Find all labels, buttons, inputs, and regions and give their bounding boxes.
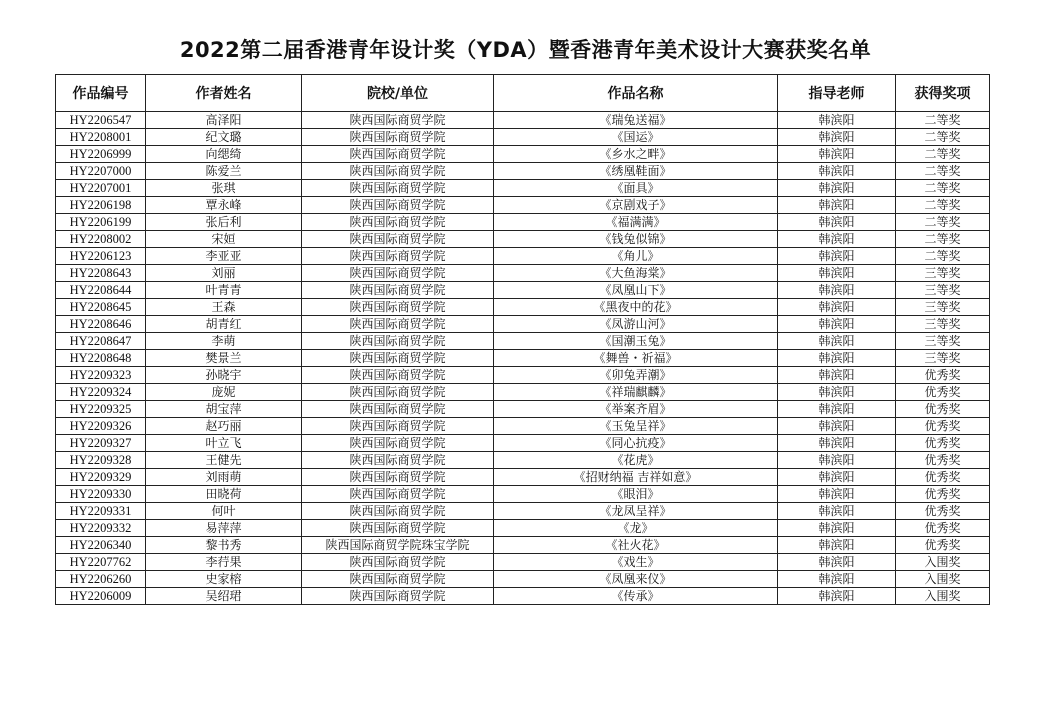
header-work-title: 作品名称 — [494, 75, 778, 112]
author-name-cell: 胡青红 — [146, 316, 302, 333]
advisor-cell: 韩滨阳 — [778, 350, 896, 367]
work-title-cell: 《凤游山河》 — [494, 316, 778, 333]
work-id-cell: HY2208002 — [56, 231, 146, 248]
work-id-cell: HY2206199 — [56, 214, 146, 231]
advisor-cell: 韩滨阳 — [778, 265, 896, 282]
work-title-cell: 《福满满》 — [494, 214, 778, 231]
work-title-cell: 《黑夜中的花》 — [494, 299, 778, 316]
table-row — [56, 129, 990, 146]
advisor-cell: 韩滨阳 — [778, 367, 896, 384]
work-title-cell: 《绣凰鞋面》 — [494, 163, 778, 180]
work-title-cell: 《龙》 — [494, 520, 778, 537]
author-name-cell: 孙晓宇 — [146, 367, 302, 384]
award-cell: 二等奖 — [896, 129, 990, 146]
table-row — [56, 282, 990, 299]
author-name-cell: 宋姮 — [146, 231, 302, 248]
work-id-cell: HY2209324 — [56, 384, 146, 401]
school-cell: 陕西国际商贸学院 — [302, 418, 494, 435]
author-name-cell: 高泽阳 — [146, 112, 302, 129]
award-cell: 三等奖 — [896, 333, 990, 350]
author-name-cell: 叶青青 — [146, 282, 302, 299]
author-name-cell: 李亚亚 — [146, 248, 302, 265]
advisor-cell: 韩滨阳 — [778, 469, 896, 486]
school-cell: 陕西国际商贸学院 — [302, 384, 494, 401]
school-cell: 陕西国际商贸学院 — [302, 180, 494, 197]
table-row — [56, 333, 990, 350]
award-cell: 二等奖 — [896, 180, 990, 197]
work-title-cell: 《国潮玉兔》 — [494, 333, 778, 350]
school-cell: 陕西国际商贸学院 — [302, 571, 494, 588]
school-cell: 陕西国际商贸学院 — [302, 333, 494, 350]
award-cell: 二等奖 — [896, 214, 990, 231]
award-cell: 三等奖 — [896, 299, 990, 316]
author-name-cell: 向缌绮 — [146, 146, 302, 163]
school-cell: 陕西国际商贸学院 — [302, 299, 494, 316]
author-name-cell: 史家榕 — [146, 571, 302, 588]
school-cell: 陕西国际商贸学院 — [302, 197, 494, 214]
award-cell: 优秀奖 — [896, 469, 990, 486]
work-id-cell: HY2208644 — [56, 282, 146, 299]
award-cell: 入围奖 — [896, 571, 990, 588]
advisor-cell: 韩滨阳 — [778, 197, 896, 214]
work-id-cell: HY2206340 — [56, 537, 146, 554]
award-cell: 入围奖 — [896, 588, 990, 605]
author-name-cell: 李萌 — [146, 333, 302, 350]
work-title-cell: 《传承》 — [494, 588, 778, 605]
work-title-cell: 《面具》 — [494, 180, 778, 197]
author-name-cell: 叶立飞 — [146, 435, 302, 452]
table-row — [56, 520, 990, 537]
table-row — [56, 588, 990, 605]
advisor-cell: 韩滨阳 — [778, 112, 896, 129]
author-name-cell: 覃永峰 — [146, 197, 302, 214]
award-cell: 优秀奖 — [896, 486, 990, 503]
advisor-cell: 韩滨阳 — [778, 503, 896, 520]
work-id-cell: HY2209329 — [56, 469, 146, 486]
work-title-cell: 《祥瑞麒麟》 — [494, 384, 778, 401]
advisor-cell: 韩滨阳 — [778, 282, 896, 299]
table-row — [56, 401, 990, 418]
work-id-cell: HY2207000 — [56, 163, 146, 180]
work-id-cell: HY2209326 — [56, 418, 146, 435]
school-cell: 陕西国际商贸学院 — [302, 316, 494, 333]
work-id-cell: HY2209328 — [56, 452, 146, 469]
awards-table — [55, 74, 990, 605]
author-name-cell: 刘丽 — [146, 265, 302, 282]
school-cell: 陕西国际商贸学院 — [302, 452, 494, 469]
award-cell: 二等奖 — [896, 197, 990, 214]
work-title-cell: 《戏生》 — [494, 554, 778, 571]
work-id-cell: HY2209332 — [56, 520, 146, 537]
table-row — [56, 452, 990, 469]
author-name-cell: 庞妮 — [146, 384, 302, 401]
school-cell: 陕西国际商贸学院 — [302, 350, 494, 367]
author-name-cell: 樊景兰 — [146, 350, 302, 367]
work-id-cell: HY2208001 — [56, 129, 146, 146]
table-row — [56, 367, 990, 384]
school-cell: 陕西国际商贸学院 — [302, 282, 494, 299]
work-id-cell: HY2209330 — [56, 486, 146, 503]
work-title-cell: 《玉兔呈祥》 — [494, 418, 778, 435]
author-name-cell: 易萍萍 — [146, 520, 302, 537]
table-row — [56, 350, 990, 367]
school-cell: 陕西国际商贸学院 — [302, 401, 494, 418]
advisor-cell: 韩滨阳 — [778, 180, 896, 197]
advisor-cell: 韩滨阳 — [778, 520, 896, 537]
advisor-cell: 韩滨阳 — [778, 384, 896, 401]
advisor-cell: 韩滨阳 — [778, 333, 896, 350]
award-cell: 二等奖 — [896, 163, 990, 180]
advisor-cell: 韩滨阳 — [778, 452, 896, 469]
school-cell: 陕西国际商贸学院 — [302, 129, 494, 146]
work-title-cell: 《同心抗疫》 — [494, 435, 778, 452]
work-id-cell: HY2209331 — [56, 503, 146, 520]
advisor-cell: 韩滨阳 — [778, 435, 896, 452]
table-row — [56, 265, 990, 282]
work-id-cell: HY2207001 — [56, 180, 146, 197]
header-award: 获得奖项 — [896, 75, 990, 112]
work-title-cell: 《瑞兔送福》 — [494, 112, 778, 129]
advisor-cell: 韩滨阳 — [778, 129, 896, 146]
table-row — [56, 571, 990, 588]
advisor-cell: 韩滨阳 — [778, 214, 896, 231]
author-name-cell: 张琪 — [146, 180, 302, 197]
work-id-cell: HY2208645 — [56, 299, 146, 316]
work-id-cell: HY2208648 — [56, 350, 146, 367]
table-row — [56, 197, 990, 214]
school-cell: 陕西国际商贸学院 — [302, 163, 494, 180]
author-name-cell: 刘雨萌 — [146, 469, 302, 486]
advisor-cell: 韩滨阳 — [778, 316, 896, 333]
table-row — [56, 299, 990, 316]
work-title-cell: 《凤凰来仪》 — [494, 571, 778, 588]
work-title-cell: 《钱兔似锦》 — [494, 231, 778, 248]
work-id-cell: HY2209323 — [56, 367, 146, 384]
advisor-cell: 韩滨阳 — [778, 299, 896, 316]
table-row — [56, 469, 990, 486]
school-cell: 陕西国际商贸学院 — [302, 435, 494, 452]
work-title-cell: 《凤凰山下》 — [494, 282, 778, 299]
advisor-cell: 韩滨阳 — [778, 401, 896, 418]
work-id-cell: HY2209325 — [56, 401, 146, 418]
award-cell: 三等奖 — [896, 316, 990, 333]
work-title-cell: 《卯兔弄潮》 — [494, 367, 778, 384]
school-cell: 陕西国际商贸学院 — [302, 554, 494, 571]
work-id-cell: HY2206999 — [56, 146, 146, 163]
award-cell: 优秀奖 — [896, 520, 990, 537]
advisor-cell: 韩滨阳 — [778, 571, 896, 588]
advisor-cell: 韩滨阳 — [778, 146, 896, 163]
author-name-cell: 纪文璐 — [146, 129, 302, 146]
award-cell: 优秀奖 — [896, 452, 990, 469]
award-cell: 优秀奖 — [896, 435, 990, 452]
advisor-cell: 韩滨阳 — [778, 486, 896, 503]
table-row — [56, 146, 990, 163]
school-cell: 陕西国际商贸学院 — [302, 112, 494, 129]
work-title-cell: 《龙凤呈祥》 — [494, 503, 778, 520]
header-school: 院校/单位 — [302, 75, 494, 112]
award-cell: 优秀奖 — [896, 418, 990, 435]
table-header-row — [56, 75, 990, 112]
header-work-id: 作品编号 — [56, 75, 146, 112]
table-row — [56, 214, 990, 231]
work-id-cell: HY2206198 — [56, 197, 146, 214]
award-cell: 优秀奖 — [896, 401, 990, 418]
work-title-cell: 《京剧戏子》 — [494, 197, 778, 214]
document-title: 2022第二届香港青年设计奖（YDA）暨香港青年美术设计大赛获奖名单 — [179, 38, 872, 62]
work-title-cell: 《眼泪》 — [494, 486, 778, 503]
school-cell: 陕西国际商贸学院 — [302, 214, 494, 231]
advisor-cell: 韩滨阳 — [778, 418, 896, 435]
work-title-cell: 《举案齐眉》 — [494, 401, 778, 418]
advisor-cell: 韩滨阳 — [778, 588, 896, 605]
work-title-cell: 《花虎》 — [494, 452, 778, 469]
award-cell: 二等奖 — [896, 231, 990, 248]
school-cell: 陕西国际商贸学院 — [302, 588, 494, 605]
work-id-cell: HY2206547 — [56, 112, 146, 129]
author-name-cell: 赵巧丽 — [146, 418, 302, 435]
table-row — [56, 384, 990, 401]
author-name-cell: 黎书秀 — [146, 537, 302, 554]
work-id-cell: HY2207762 — [56, 554, 146, 571]
award-cell: 优秀奖 — [896, 537, 990, 554]
table-row — [56, 112, 990, 129]
school-cell: 陕西国际商贸学院 — [302, 520, 494, 537]
advisor-cell: 韩滨阳 — [778, 163, 896, 180]
advisor-cell: 韩滨阳 — [778, 231, 896, 248]
author-name-cell: 田晓荷 — [146, 486, 302, 503]
work-title-cell: 《招财纳福 吉祥如意》 — [494, 469, 778, 486]
award-cell: 二等奖 — [896, 146, 990, 163]
school-cell: 陕西国际商贸学院珠宝学院 — [302, 537, 494, 554]
work-id-cell: HY2206009 — [56, 588, 146, 605]
school-cell: 陕西国际商贸学院 — [302, 265, 494, 282]
work-title-cell: 《乡水之畔》 — [494, 146, 778, 163]
work-title-cell: 《大鱼海棠》 — [494, 265, 778, 282]
award-cell: 优秀奖 — [896, 503, 990, 520]
work-id-cell: HY2206260 — [56, 571, 146, 588]
table-row — [56, 486, 990, 503]
award-cell: 二等奖 — [896, 112, 990, 129]
work-title-cell: 《社火花》 — [494, 537, 778, 554]
table-row — [56, 503, 990, 520]
work-id-cell: HY2208643 — [56, 265, 146, 282]
work-id-cell: HY2208646 — [56, 316, 146, 333]
award-cell: 三等奖 — [896, 282, 990, 299]
table-row — [56, 180, 990, 197]
author-name-cell: 陈爱兰 — [146, 163, 302, 180]
work-title-cell: 《国运》 — [494, 129, 778, 146]
table-row — [56, 418, 990, 435]
author-name-cell: 张后利 — [146, 214, 302, 231]
award-cell: 优秀奖 — [896, 367, 990, 384]
table-row — [56, 537, 990, 554]
award-cell: 三等奖 — [896, 350, 990, 367]
advisor-cell: 韩滨阳 — [778, 554, 896, 571]
award-cell: 优秀奖 — [896, 384, 990, 401]
header-author-name: 作者姓名 — [146, 75, 302, 112]
work-id-cell: HY2206123 — [56, 248, 146, 265]
work-id-cell: HY2209327 — [56, 435, 146, 452]
school-cell: 陕西国际商贸学院 — [302, 248, 494, 265]
author-name-cell: 吴绍珺 — [146, 588, 302, 605]
school-cell: 陕西国际商贸学院 — [302, 146, 494, 163]
table-row — [56, 554, 990, 571]
school-cell: 陕西国际商贸学院 — [302, 367, 494, 384]
header-advisor: 指导老师 — [778, 75, 896, 112]
table-row — [56, 435, 990, 452]
advisor-cell: 韩滨阳 — [778, 248, 896, 265]
table-row — [56, 231, 990, 248]
work-id-cell: HY2208647 — [56, 333, 146, 350]
award-cell: 三等奖 — [896, 265, 990, 282]
table-body — [56, 112, 990, 605]
award-cell: 入围奖 — [896, 554, 990, 571]
school-cell: 陕西国际商贸学院 — [302, 486, 494, 503]
advisor-cell: 韩滨阳 — [778, 537, 896, 554]
author-name-cell: 王健先 — [146, 452, 302, 469]
school-cell: 陕西国际商贸学院 — [302, 231, 494, 248]
author-name-cell: 王森 — [146, 299, 302, 316]
work-title-cell: 《角儿》 — [494, 248, 778, 265]
work-title-cell: 《舞兽・祈福》 — [494, 350, 778, 367]
school-cell: 陕西国际商贸学院 — [302, 469, 494, 486]
table-row — [56, 163, 990, 180]
table-row — [56, 248, 990, 265]
award-cell: 二等奖 — [896, 248, 990, 265]
author-name-cell: 胡宝萍 — [146, 401, 302, 418]
school-cell: 陕西国际商贸学院 — [302, 503, 494, 520]
author-name-cell: 何叶 — [146, 503, 302, 520]
author-name-cell: 李荇果 — [146, 554, 302, 571]
table-row — [56, 316, 990, 333]
